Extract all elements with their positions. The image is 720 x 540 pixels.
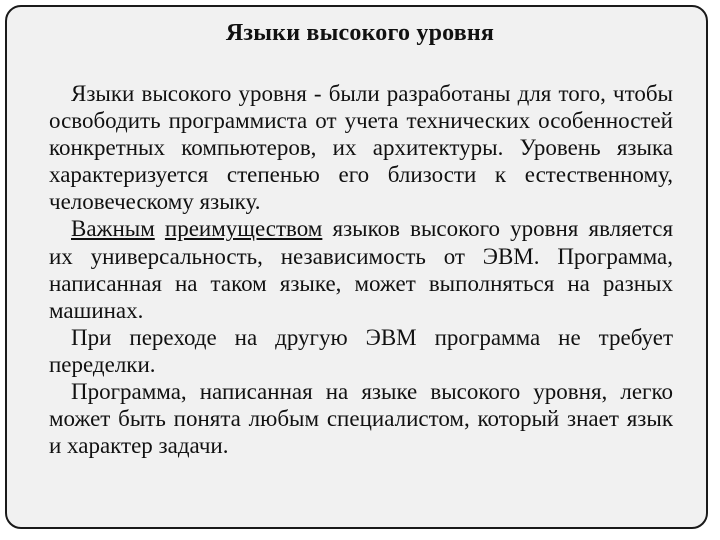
slide-title: Языки высокого уровня [225, 20, 495, 46]
underlined-word-important: Важным [71, 216, 155, 242]
slide-body [49, 80, 673, 459]
paragraph-2-rest: языков высокого уровня является их универсальность, независимость от ЭВМ. Программа, написанная на таком языке, может выполняться на разных машинах. [49, 216, 674, 323]
paragraph-3: При переходе на другую ЭВМ программа не требует переделки. [49, 324, 673, 377]
paragraph-2 [49, 215, 673, 323]
underlined-word-advantage: преимуществом [164, 216, 323, 242]
paragraph-4: Программа, написанная на языке высокого уровня, легко может быть понята любым специалистом, который знает язык и характер задачи. [49, 379, 673, 459]
paragraph-1: Языки высокого уровня - были разработаны для того, чтобы освободить программиста от учета технических особенностей конкретных компьютеров, их архитектуры. Уровень языка характеризуется степенью его близости к естественному, человеческому языку. [49, 81, 673, 215]
